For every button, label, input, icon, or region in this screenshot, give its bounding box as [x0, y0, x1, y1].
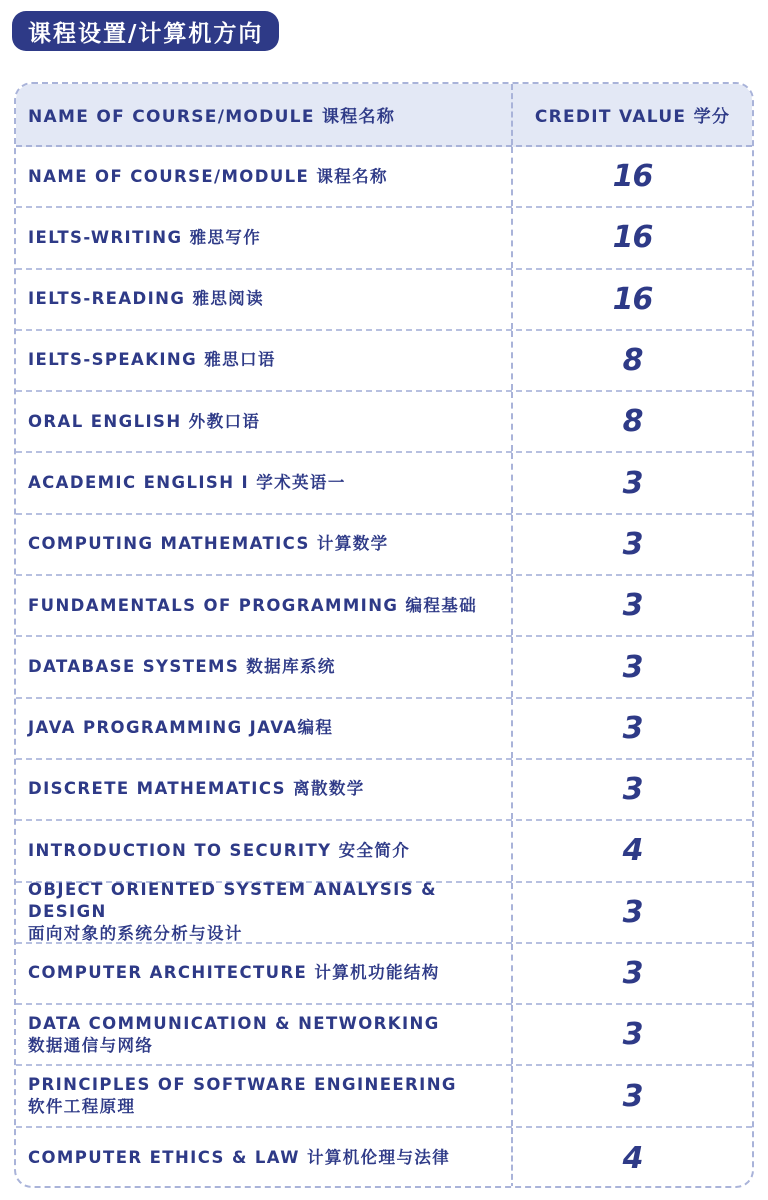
course-name-cell [16, 147, 513, 206]
table-row [16, 944, 752, 1005]
course-name: ORAL ENGLISH 外教口语 [28, 411, 261, 431]
course-name-cell [16, 944, 513, 1003]
credit-cell [513, 453, 752, 512]
credit-cell [513, 1066, 752, 1125]
table-row [16, 576, 752, 637]
course-name-chinese: 面向对象的系统分析与设计 [28, 924, 243, 944]
table-row [16, 515, 752, 576]
course-name: PRINCIPLES OF SOFTWARE ENGINEERING [28, 1074, 457, 1094]
credit-cell [513, 147, 752, 206]
credit-cell [513, 821, 752, 880]
credit-cell [513, 760, 752, 819]
credit-cell [513, 944, 752, 1003]
credit-value: 3 [622, 526, 643, 562]
course-name: COMPUTER ARCHITECTURE 计算机功能结构 [28, 963, 440, 983]
credit-value: 16 [612, 159, 653, 195]
credit-cell [513, 1005, 752, 1064]
table-body [16, 147, 752, 1188]
credit-cell [513, 637, 752, 696]
table-row [16, 1005, 752, 1066]
course-name: DISCRETE MATHEMATICS 离散数学 [28, 779, 365, 799]
credit-cell [513, 515, 752, 574]
course-name: DATABASE SYSTEMS 数据库系统 [28, 656, 336, 676]
course-name-cell [16, 331, 513, 390]
course-name-cell [16, 515, 513, 574]
credit-cell [513, 883, 752, 942]
page-title: 课程设置/计算机方向 [12, 11, 279, 51]
course-name-cell [16, 637, 513, 696]
course-name-cell [16, 453, 513, 512]
course-name: IELTS-SPEAKING 雅思口语 [28, 350, 276, 370]
credit-value: 16 [612, 281, 653, 317]
credit-value: 3 [622, 1078, 643, 1114]
course-name-cell [16, 208, 513, 267]
course-name-cell [16, 821, 513, 880]
credit-value: 3 [622, 710, 643, 746]
course-name-cell [16, 699, 513, 758]
credit-value: 8 [622, 343, 643, 379]
table-row [16, 331, 752, 392]
credit-cell [513, 208, 752, 267]
header-course-name: NAME OF COURSE/MODULE 课程名称 [16, 84, 513, 145]
credit-value: 3 [622, 956, 643, 991]
credit-value: 4 [622, 833, 643, 869]
table-row [16, 147, 752, 208]
table-row [16, 270, 752, 331]
table-row [16, 392, 752, 453]
credit-cell [513, 1128, 752, 1188]
credit-value: 3 [622, 772, 643, 808]
course-name-cell [16, 1128, 513, 1188]
credit-cell [513, 392, 752, 451]
credit-value: 4 [622, 1140, 643, 1176]
course-table [14, 82, 754, 1188]
course-name: DATA COMMUNICATION & NETWORKING [28, 1013, 440, 1033]
credit-cell [513, 331, 752, 390]
credit-cell [513, 270, 752, 329]
table-row [16, 637, 752, 698]
credit-value: 3 [622, 588, 643, 624]
course-name: IELTS-WRITING 雅思写作 [28, 227, 262, 247]
credit-cell [513, 576, 752, 635]
course-name-cell [16, 392, 513, 451]
course-name: OBJECT ORIENTED SYSTEM ANALYSIS & DESIGN [28, 879, 437, 922]
course-name: COMPUTER ETHICS & LAW 计算机伦理与法律 [28, 1148, 451, 1168]
course-name: FUNDAMENTALS OF PROGRAMMING 编程基础 [28, 595, 478, 615]
table-header [16, 84, 752, 147]
course-name: ACADEMIC ENGLISH I 学术英语一 [28, 473, 346, 492]
credit-cell [513, 699, 752, 758]
credit-value: 3 [622, 649, 643, 685]
table-row [16, 699, 752, 760]
course-name: IELTS-READING 雅思阅读 [28, 289, 265, 309]
credit-value: 8 [622, 404, 643, 440]
table-row [16, 208, 752, 269]
table-row [16, 760, 752, 821]
table-row [16, 453, 752, 514]
credit-value: 3 [622, 1017, 643, 1053]
course-name: JAVA PROGRAMMING JAVA编程 [28, 718, 334, 738]
course-name-cell [16, 270, 513, 329]
course-name-cell [16, 1005, 513, 1064]
course-name-chinese: 软件工程原理 [28, 1097, 136, 1117]
course-name: COMPUTING MATHEMATICS 计算数学 [28, 534, 389, 554]
table-row [16, 1128, 752, 1188]
header-credit-value: CREDIT VALUE 学分 [534, 107, 731, 127]
table-row [16, 1066, 752, 1127]
course-name-chinese: 数据通信与网络 [28, 1035, 154, 1055]
credit-value: 16 [612, 220, 653, 256]
course-name: NAME OF COURSE/MODULE 课程名称 [28, 166, 388, 186]
course-name: INTRODUCTION TO SECURITY 安全简介 [28, 840, 411, 860]
course-name-cell [16, 879, 513, 944]
credit-value: 3 [622, 894, 643, 930]
course-name-cell [16, 760, 513, 819]
course-name-cell [16, 1066, 513, 1125]
course-name-cell [16, 576, 513, 635]
table-row [16, 821, 752, 882]
table-row [16, 879, 752, 944]
credit-value: 3 [622, 465, 643, 501]
